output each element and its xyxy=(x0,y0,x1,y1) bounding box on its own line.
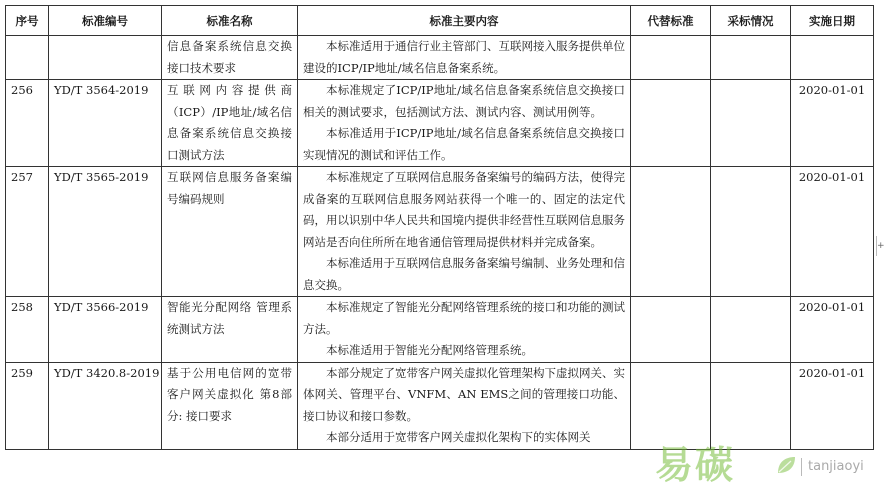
row-content xyxy=(298,80,631,167)
row-code: YD/T 3566-2019 xyxy=(49,297,162,363)
row-content xyxy=(298,167,631,297)
row-no: 259 xyxy=(6,362,49,449)
row-no: 256 xyxy=(6,80,49,167)
content-paragraph: 本标准适用于互联网信息服务备案编号编制、业务处理和信息交换。 xyxy=(303,256,625,292)
row-date: 2020-01-01 xyxy=(791,80,874,167)
row-code: YD/T 3564-2019 xyxy=(49,80,162,167)
content-paragraph: 本标准规定了ICP/IP地址/域名信息备案系统信息交换接口相关的测试要求，包括测试方法、测试内容、测试用例等。 xyxy=(303,83,625,119)
table-header-row xyxy=(6,6,874,36)
content-paragraph: 本标准适用于通信行业主管部门、互联网接入服务提供单位建设的ICP/IP地址/域名信息备案系统。 xyxy=(303,39,625,75)
header-no: 序号 xyxy=(6,6,49,36)
row-date: 2020-01-01 xyxy=(791,362,874,449)
row-replaced xyxy=(631,167,711,297)
header-content: 标准主要内容 xyxy=(298,6,631,36)
row-code: YD/T 3565-2019 xyxy=(49,167,162,297)
table-row xyxy=(6,362,874,449)
row-replaced xyxy=(631,362,711,449)
content-paragraph: 本部分规定了宽带客户网关虚拟化管理架构下虚拟网关、实体网关、管理平台、VNFM、AN EMS之间的管理接口功能、接口协议和接口参数。 xyxy=(303,365,625,423)
row-adopted xyxy=(711,297,791,363)
row-no xyxy=(6,36,49,80)
row-name: 基于公用电信网的宽带客户网关虚拟化 第8部分: 接口要求 xyxy=(162,362,298,449)
table-row xyxy=(6,297,874,363)
watermark-site-text: tanjiaoyi xyxy=(801,458,864,476)
row-content xyxy=(298,297,631,363)
row-name: 智能光分配网络 管理系统测试方法 xyxy=(162,297,298,363)
header-date: 实施日期 xyxy=(791,6,874,36)
header-replaced: 代替标准 xyxy=(631,6,711,36)
row-date: 2020-01-01 xyxy=(791,167,874,297)
row-no: 258 xyxy=(6,297,49,363)
row-adopted xyxy=(711,36,791,80)
row-name: 互联网信息服务备案编号编码规则 xyxy=(162,167,298,297)
content-paragraph: 本标准规定了互联网信息服务备案编号的编码方法，使得完成备案的互联网信息服务网站获得一个唯一的、固定的法定代码，用以识别中华人民共和国境内提供非经营性互联网信息服务网站是否向住所所在地省通信管理局提供材料并完成备案。 xyxy=(303,170,625,249)
row-date: 2020-01-01 xyxy=(791,297,874,363)
row-adopted xyxy=(711,80,791,167)
table-row xyxy=(6,36,874,80)
content-paragraph: 本部分适用于宽带客户网关虚拟化架构下的实体网关 xyxy=(326,430,591,444)
row-code: YD/T 3420.8-2019 xyxy=(49,362,162,449)
row-name: 信息备案系统信息交换接口技术要求 xyxy=(162,36,298,80)
row-replaced xyxy=(631,297,711,363)
table-row xyxy=(6,167,874,297)
row-content xyxy=(298,362,631,449)
row-adopted xyxy=(711,362,791,449)
leaf-icon xyxy=(775,454,797,476)
row-adopted xyxy=(711,167,791,297)
row-code xyxy=(49,36,162,80)
content-paragraph: 本标准规定了智能光分配网络管理系统的接口和功能的测试方法。 xyxy=(303,300,625,336)
row-no: 257 xyxy=(6,167,49,297)
table-row xyxy=(6,80,874,167)
row-name: 互联网内容提供商（ICP）/IP地址/域名信息备案系统信息交换接口测试方法 xyxy=(162,80,298,167)
header-code: 标准编号 xyxy=(49,6,162,36)
content-paragraph: 本标准适用于智能光分配网络管理系统。 xyxy=(326,343,533,357)
row-date xyxy=(791,36,874,80)
row-replaced xyxy=(631,80,711,167)
row-replaced xyxy=(631,36,711,80)
header-adopted: 采标情况 xyxy=(711,6,791,36)
row-content xyxy=(298,36,631,80)
header-name: 标准名称 xyxy=(162,6,298,36)
watermark-logo-text: 易碳 xyxy=(655,443,736,487)
standards-table xyxy=(5,5,874,450)
scroll-edge-marker[interactable]: + xyxy=(876,236,883,256)
content-paragraph: 本标准适用于ICP/IP地址/域名信息备案系统信息交换接口实现情况的测试和评估工作。 xyxy=(303,126,625,162)
